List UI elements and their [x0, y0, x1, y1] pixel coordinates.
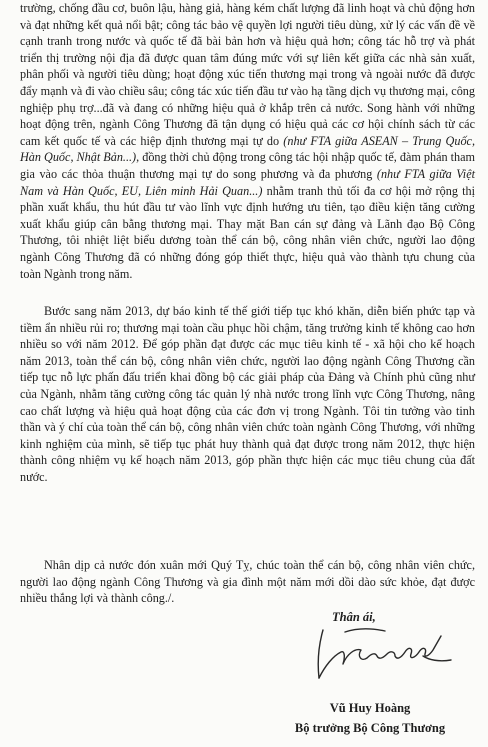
fta-vietnam-example: (như FTA giữa Việt Nam và Hàn Quốc, EU, Liên minh Hải Quan...) — [20, 166, 475, 198]
fta-asean-example: (như FTA giữa ASEAN – Trung Quốc, Hàn Quốc, Nhật Bản...) — [20, 133, 475, 165]
closing-salutation: Thân ái, — [332, 610, 376, 624]
body-paragraph-1 — [20, 0, 475, 282]
paragraph-1-text-c: nhằm tranh thủ tối đa cơ hội mở rộng thị phần xuất khẩu, thu hút đầu tư vào lĩnh vực định hướng ưu tiên, tạo điều kiện tăng cường xuất khẩu giúp cân bằng thương mại. Thay mặt Ban cán sự đảng và Lãnh đạo Bộ Công Thương, tôi nhiệt liệt biểu dương toàn thể cán bộ, công nhân viên chức, người lao động ngành Công Thương đã có những đóng góp thiết thực, hiệu quả vào thành tựu chung của toàn Ngành trong năm. — [20, 183, 475, 281]
paragraph-1-text-b: , đồng thời chủ động trong công tác hội nhập quốc tế, đàm phán tham gia vào các thỏa thuận thương mại tự do song phương và đa phương — [20, 150, 475, 181]
body-paragraph-2: Bước sang năm 2013, dự báo kinh tế thế giới tiếp tục khó khăn, diễn biến phức tạp và tiềm ẩn nhiều rủi ro; thương mại toàn cầu phục hồi chậm, tăng trưởng kinh tế không cao hơn nhiều so với năm 2012. Để góp phần đạt được các mục tiêu kinh tế - xã hội cho kế hoạch năm 2013, toàn thể cán bộ, công nhân viên chức, người lao động ngành Công Thương cần tiếp tục nỗ lực phấn đấu triển khai đồng bộ các giải pháp của Đảng và Chính phủ cũng như của Ngành, nhằm tăng cường công tác quản lý nhà nước trong lĩnh vực Công Thương, nâng cao chất lượng và hiệu quả hoạt động của các đơn vị trong Ngành. Tôi tin tưởng vào tinh thần và ý chí của toàn thể cán bộ, công nhân viên chức toàn ngành Công Thương, với những kinh nghiệm của mình, sẽ tiếp tục phát huy thành quả đạt được trong năm 2012, thực hiện thành công nhiệm vụ kế hoạch năm 2013, góp phần thực hiện các mục tiêu chung của đất nước. — [20, 304, 475, 484]
handwritten-signature — [305, 622, 455, 684]
paragraph-1-text-a: trường, chống đầu cơ, buôn lậu, hàng giả, hàng kém chất lượng đã linh hoạt và chủ động hơn và đạt những kết quả nổi bật; công tác bảo vệ quyền lợi người tiêu dùng, xử lý các vấn đề về cạnh tranh trong nước và quốc tế đã bài bản hơn và hiệu quả hơn; công tác hỗ trợ và phát triển thị trường nội địa đã được quan tâm đúng mức với sự liên kết giữa các nhà sản xuất, phân phối và người tiêu dùng; hoạt động xúc tiến thương mại trong và ngoài nước đã được đẩy mạnh và đi vào chiều sâu; công tác xúc tiến đầu tư vào hạ tầng dịch vụ thương mại, công nghiệp phụ trợ...đã và đang có những hiệu quả ở khắp trên cả nước. Song hành với những hoạt động trên, ngành Công Thương đã tận dụng có hiệu quả các cơ hội chính sách từ các cam kết quốc tế và các hiệp định thương mại tự do — [20, 1, 475, 148]
signer-name: Vũ Huy Hoàng — [329, 701, 411, 715]
signer-title: Bộ trưởng Bộ Công Thương — [294, 721, 446, 735]
body-paragraph-3: Nhân dịp cả nước đón xuân mới Quý Tỵ, chúc toàn thể cán bộ, công nhân viên chức, người lao động ngành Công Thương và gia đình một năm mới dồi dào sức khỏe, đạt được nhiều thắng lợi và thành công./. — [20, 558, 475, 606]
